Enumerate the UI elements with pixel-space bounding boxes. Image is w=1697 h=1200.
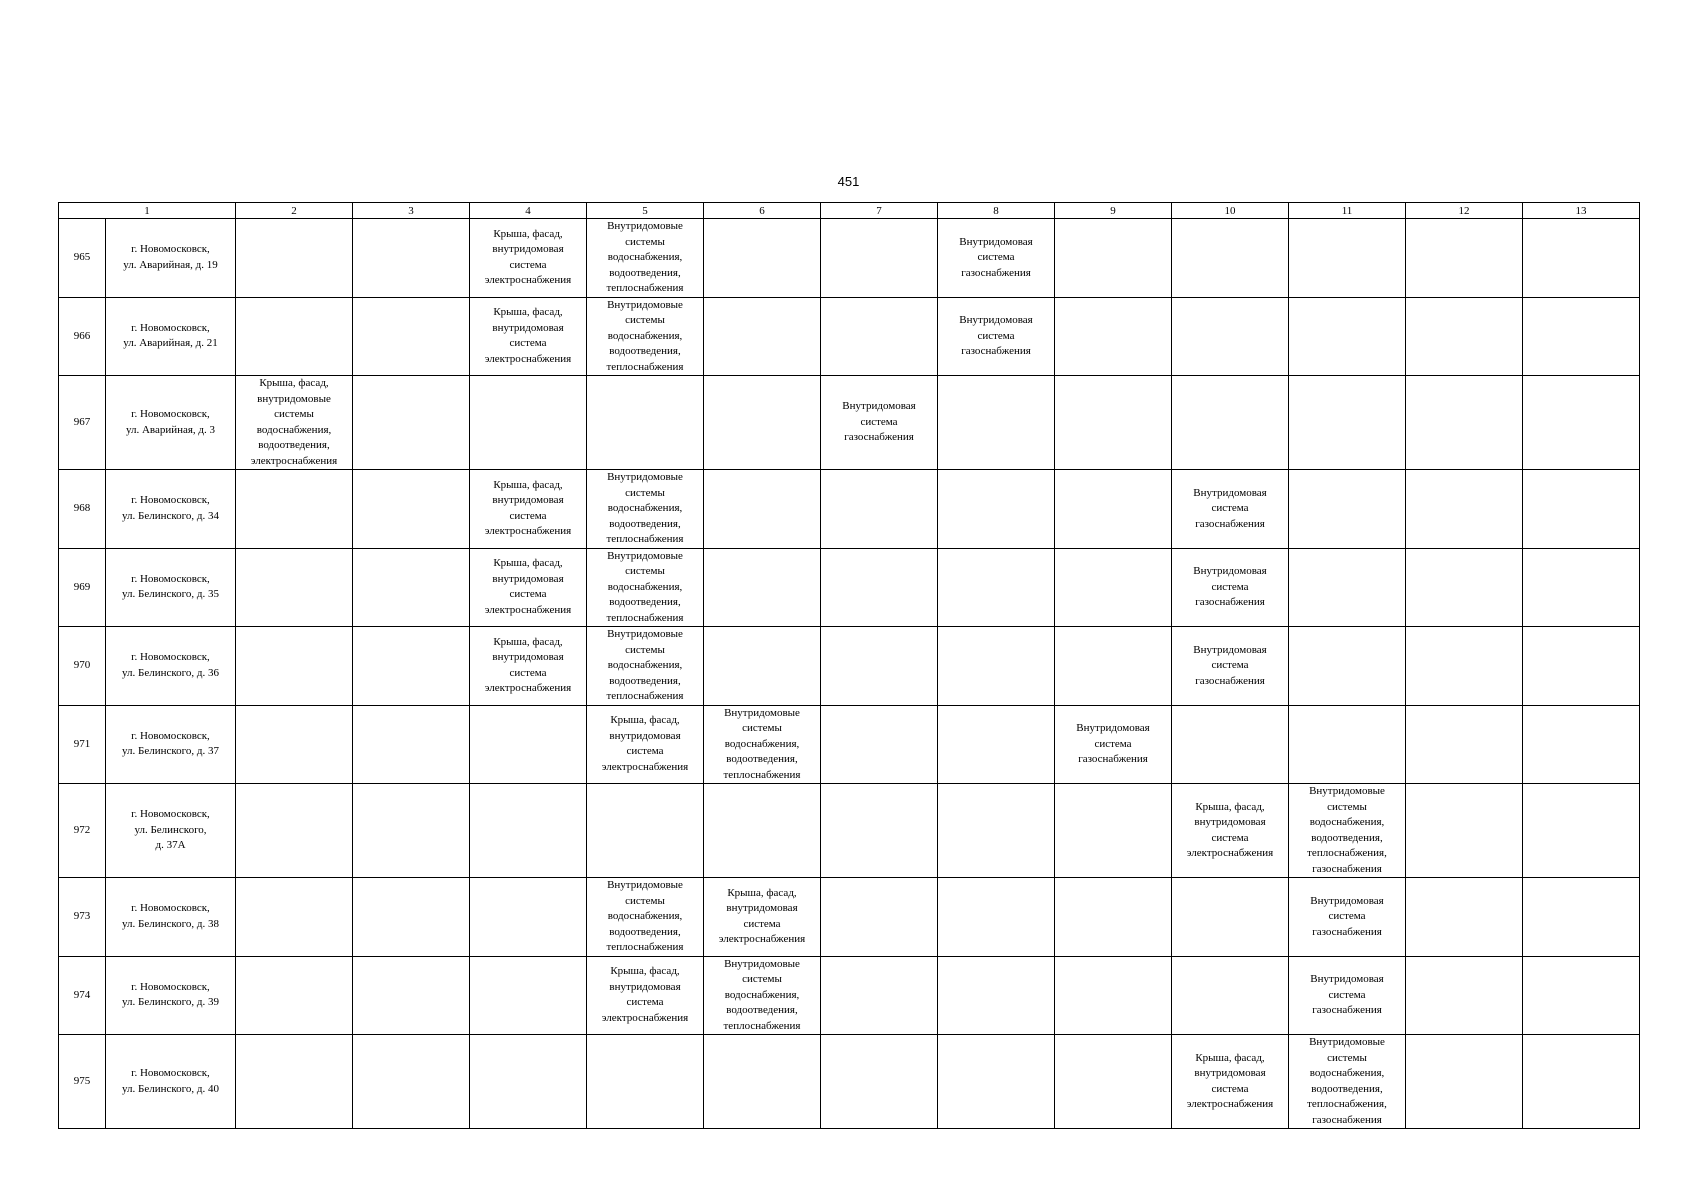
work-cell: Внутридомовая система газоснабжения	[1172, 470, 1289, 549]
work-cell	[1172, 376, 1289, 470]
work-cell	[587, 1035, 704, 1129]
work-cell	[353, 705, 470, 784]
work-cell	[587, 784, 704, 878]
work-cell: Крыша, фасад, внутридомовые системы водоснабжения, водоотведения, электроснабжения	[236, 376, 353, 470]
row-number: 974	[59, 956, 106, 1035]
work-cell: Крыша, фасад, внутридомовая система электроснабжения	[470, 548, 587, 627]
table-row	[59, 627, 1640, 706]
work-cell: Крыша, фасад, внутридомовая система электроснабжения	[1172, 1035, 1289, 1129]
column-header: 12	[1406, 203, 1523, 219]
work-cell	[1055, 1035, 1172, 1129]
work-cell	[236, 1035, 353, 1129]
column-header: 7	[821, 203, 938, 219]
work-cell: Внутридомовые системы водоснабжения, водоотведения, теплоснабжения	[587, 219, 704, 298]
row-number: 970	[59, 627, 106, 706]
work-cell	[1523, 705, 1640, 784]
schedule-table	[58, 202, 1640, 1129]
work-cell	[1172, 956, 1289, 1035]
work-cell: Внутридомовая система газоснабжения	[1289, 956, 1406, 1035]
row-number: 971	[59, 705, 106, 784]
work-cell	[1289, 376, 1406, 470]
work-cell	[1289, 705, 1406, 784]
work-cell	[704, 297, 821, 376]
work-cell	[821, 470, 938, 549]
work-cell	[938, 784, 1055, 878]
work-cell	[938, 627, 1055, 706]
work-cell	[1406, 219, 1523, 298]
address-cell: г. Новомосковск, ул. Белинского, д. 37А	[106, 784, 236, 878]
work-cell	[1406, 878, 1523, 957]
column-header: 13	[1523, 203, 1640, 219]
page-number: 451	[837, 174, 860, 189]
work-cell	[353, 878, 470, 957]
work-cell: Внутридомовые системы водоснабжения, водоотведения, теплоснабжения	[587, 548, 704, 627]
work-cell	[1172, 705, 1289, 784]
work-cell: Крыша, фасад, внутридомовая система электроснабжения	[587, 705, 704, 784]
column-header: 8	[938, 203, 1055, 219]
work-cell	[1406, 784, 1523, 878]
work-cell	[938, 376, 1055, 470]
work-cell: Внутридомовая система газоснабжения	[1172, 627, 1289, 706]
work-cell	[1055, 784, 1172, 878]
work-cell	[1523, 956, 1640, 1035]
work-cell	[938, 956, 1055, 1035]
work-cell	[1523, 470, 1640, 549]
work-cell	[236, 705, 353, 784]
work-cell: Внутридомовые системы водоснабжения, водоотведения, теплоснабжения	[587, 627, 704, 706]
work-cell: Внутридомовая система газоснабжения	[938, 219, 1055, 298]
work-cell	[1523, 548, 1640, 627]
row-number: 975	[59, 1035, 106, 1129]
work-cell	[821, 784, 938, 878]
table-row	[59, 470, 1640, 549]
work-cell: Внутридомовые системы водоснабжения, водоотведения, теплоснабжения, газоснабжения	[1289, 784, 1406, 878]
work-cell	[821, 705, 938, 784]
work-cell: Крыша, фасад, внутридомовая система электроснабжения	[470, 219, 587, 298]
row-number: 966	[59, 297, 106, 376]
work-cell	[1523, 878, 1640, 957]
work-cell	[704, 376, 821, 470]
address-cell: г. Новомосковск, ул. Аварийная, д. 19	[106, 219, 236, 298]
row-number: 973	[59, 878, 106, 957]
work-cell	[704, 470, 821, 549]
table-row	[59, 376, 1640, 470]
work-cell: Крыша, фасад, внутридомовая система электроснабжения	[470, 297, 587, 376]
work-cell	[353, 956, 470, 1035]
work-cell	[1406, 705, 1523, 784]
column-header: 10	[1172, 203, 1289, 219]
column-header: 2	[236, 203, 353, 219]
table-row	[59, 1035, 1640, 1129]
work-cell	[1406, 1035, 1523, 1129]
work-cell: Крыша, фасад, внутридомовая система электроснабжения	[1172, 784, 1289, 878]
work-cell	[1406, 627, 1523, 706]
work-cell	[353, 376, 470, 470]
work-cell	[236, 219, 353, 298]
address-cell: г. Новомосковск, ул. Белинского, д. 38	[106, 878, 236, 957]
work-cell: Крыша, фасад, внутридомовая система электроснабжения	[470, 470, 587, 549]
table-row	[59, 878, 1640, 957]
work-cell	[1406, 376, 1523, 470]
address-cell: г. Новомосковск, ул. Белинского, д. 39	[106, 956, 236, 1035]
column-header: 11	[1289, 203, 1406, 219]
work-cell: Внутридомовые системы водоснабжения, водоотведения, теплоснабжения	[704, 705, 821, 784]
table-row	[59, 297, 1640, 376]
work-cell: Внутридомовая система газоснабжения	[938, 297, 1055, 376]
table-row	[59, 219, 1640, 298]
work-cell	[704, 548, 821, 627]
work-cell	[1055, 470, 1172, 549]
work-cell	[1055, 376, 1172, 470]
address-cell: г. Новомосковск, ул. Белинского, д. 40	[106, 1035, 236, 1129]
work-cell	[1523, 1035, 1640, 1129]
work-cell	[236, 548, 353, 627]
address-cell: г. Новомосковск, ул. Аварийная, д. 21	[106, 297, 236, 376]
work-cell	[1172, 219, 1289, 298]
work-cell	[353, 784, 470, 878]
work-cell	[236, 878, 353, 957]
work-cell	[938, 548, 1055, 627]
work-cell: Внутридомовая система газоснабжения	[1172, 548, 1289, 627]
work-cell: Внутридомовые системы водоснабжения, водоотведения, теплоснабжения	[587, 878, 704, 957]
work-cell	[938, 878, 1055, 957]
work-cell	[1055, 627, 1172, 706]
work-cell	[938, 705, 1055, 784]
work-cell: Крыша, фасад, внутридомовая система электроснабжения	[470, 627, 587, 706]
work-cell: Внутридомовая система газоснабжения	[1055, 705, 1172, 784]
work-cell	[704, 1035, 821, 1129]
work-cell	[353, 627, 470, 706]
work-cell	[1406, 956, 1523, 1035]
work-cell	[704, 627, 821, 706]
work-cell: Внутридомовые системы водоснабжения, водоотведения, теплоснабжения	[587, 297, 704, 376]
work-cell	[1406, 470, 1523, 549]
column-header: 5	[587, 203, 704, 219]
work-cell	[821, 219, 938, 298]
work-cell	[353, 548, 470, 627]
work-cell	[236, 627, 353, 706]
work-cell	[1523, 627, 1640, 706]
work-cell	[1172, 297, 1289, 376]
work-cell	[353, 219, 470, 298]
row-number: 969	[59, 548, 106, 627]
work-cell: Крыша, фасад, внутридомовая система электроснабжения	[587, 956, 704, 1035]
work-cell	[1289, 627, 1406, 706]
work-cell: Внутридомовая система газоснабжения	[1289, 878, 1406, 957]
work-cell	[1406, 297, 1523, 376]
table-header-row	[59, 203, 1640, 219]
work-cell	[821, 548, 938, 627]
work-cell	[470, 784, 587, 878]
table-body	[59, 219, 1640, 1129]
work-cell	[1172, 878, 1289, 957]
work-cell	[821, 627, 938, 706]
work-cell	[470, 705, 587, 784]
work-cell	[821, 878, 938, 957]
work-cell	[470, 878, 587, 957]
address-cell: г. Новомосковск, ул. Белинского, д. 36	[106, 627, 236, 706]
work-cell	[1289, 548, 1406, 627]
table-row	[59, 705, 1640, 784]
work-cell	[236, 784, 353, 878]
work-cell: Внутридомовые системы водоснабжения, водоотведения, теплоснабжения	[587, 470, 704, 549]
table-row	[59, 548, 1640, 627]
row-number: 967	[59, 376, 106, 470]
work-cell	[236, 297, 353, 376]
work-cell	[353, 470, 470, 549]
work-cell	[821, 1035, 938, 1129]
work-cell	[1055, 878, 1172, 957]
work-cell	[821, 297, 938, 376]
column-header: 6	[704, 203, 821, 219]
work-cell	[704, 784, 821, 878]
work-cell	[1289, 470, 1406, 549]
work-cell: Внутридомовые системы водоснабжения, водоотведения, теплоснабжения	[704, 956, 821, 1035]
work-cell: Внутридомовая система газоснабжения	[821, 376, 938, 470]
work-cell	[1055, 297, 1172, 376]
table-row	[59, 784, 1640, 878]
address-cell: г. Новомосковск, ул. Белинского, д. 37	[106, 705, 236, 784]
work-cell	[236, 470, 353, 549]
work-cell: Внутридомовые системы водоснабжения, водоотведения, теплоснабжения, газоснабжения	[1289, 1035, 1406, 1129]
work-cell	[1055, 219, 1172, 298]
work-cell	[1523, 376, 1640, 470]
column-header: 9	[1055, 203, 1172, 219]
work-cell	[1523, 219, 1640, 298]
work-cell	[1055, 548, 1172, 627]
column-header: 1	[59, 203, 236, 219]
work-cell	[1289, 219, 1406, 298]
work-cell	[1523, 297, 1640, 376]
address-cell: г. Новомосковск, ул. Белинского, д. 35	[106, 548, 236, 627]
work-cell	[236, 956, 353, 1035]
work-cell	[704, 219, 821, 298]
work-cell	[1055, 956, 1172, 1035]
work-cell	[470, 956, 587, 1035]
work-cell	[938, 470, 1055, 549]
address-cell: г. Новомосковск, ул. Белинского, д. 34	[106, 470, 236, 549]
work-cell	[1523, 784, 1640, 878]
work-cell	[470, 376, 587, 470]
work-cell	[353, 297, 470, 376]
work-cell	[470, 1035, 587, 1129]
row-number: 972	[59, 784, 106, 878]
work-cell	[353, 1035, 470, 1129]
column-header: 3	[353, 203, 470, 219]
work-cell: Крыша, фасад, внутридомовая система электроснабжения	[704, 878, 821, 957]
column-header: 4	[470, 203, 587, 219]
work-cell	[938, 1035, 1055, 1129]
table-row	[59, 956, 1640, 1035]
work-cell	[587, 376, 704, 470]
row-number: 968	[59, 470, 106, 549]
work-cell	[821, 956, 938, 1035]
work-cell	[1406, 548, 1523, 627]
work-cell	[1289, 297, 1406, 376]
row-number: 965	[59, 219, 106, 298]
address-cell: г. Новомосковск, ул. Аварийная, д. 3	[106, 376, 236, 470]
